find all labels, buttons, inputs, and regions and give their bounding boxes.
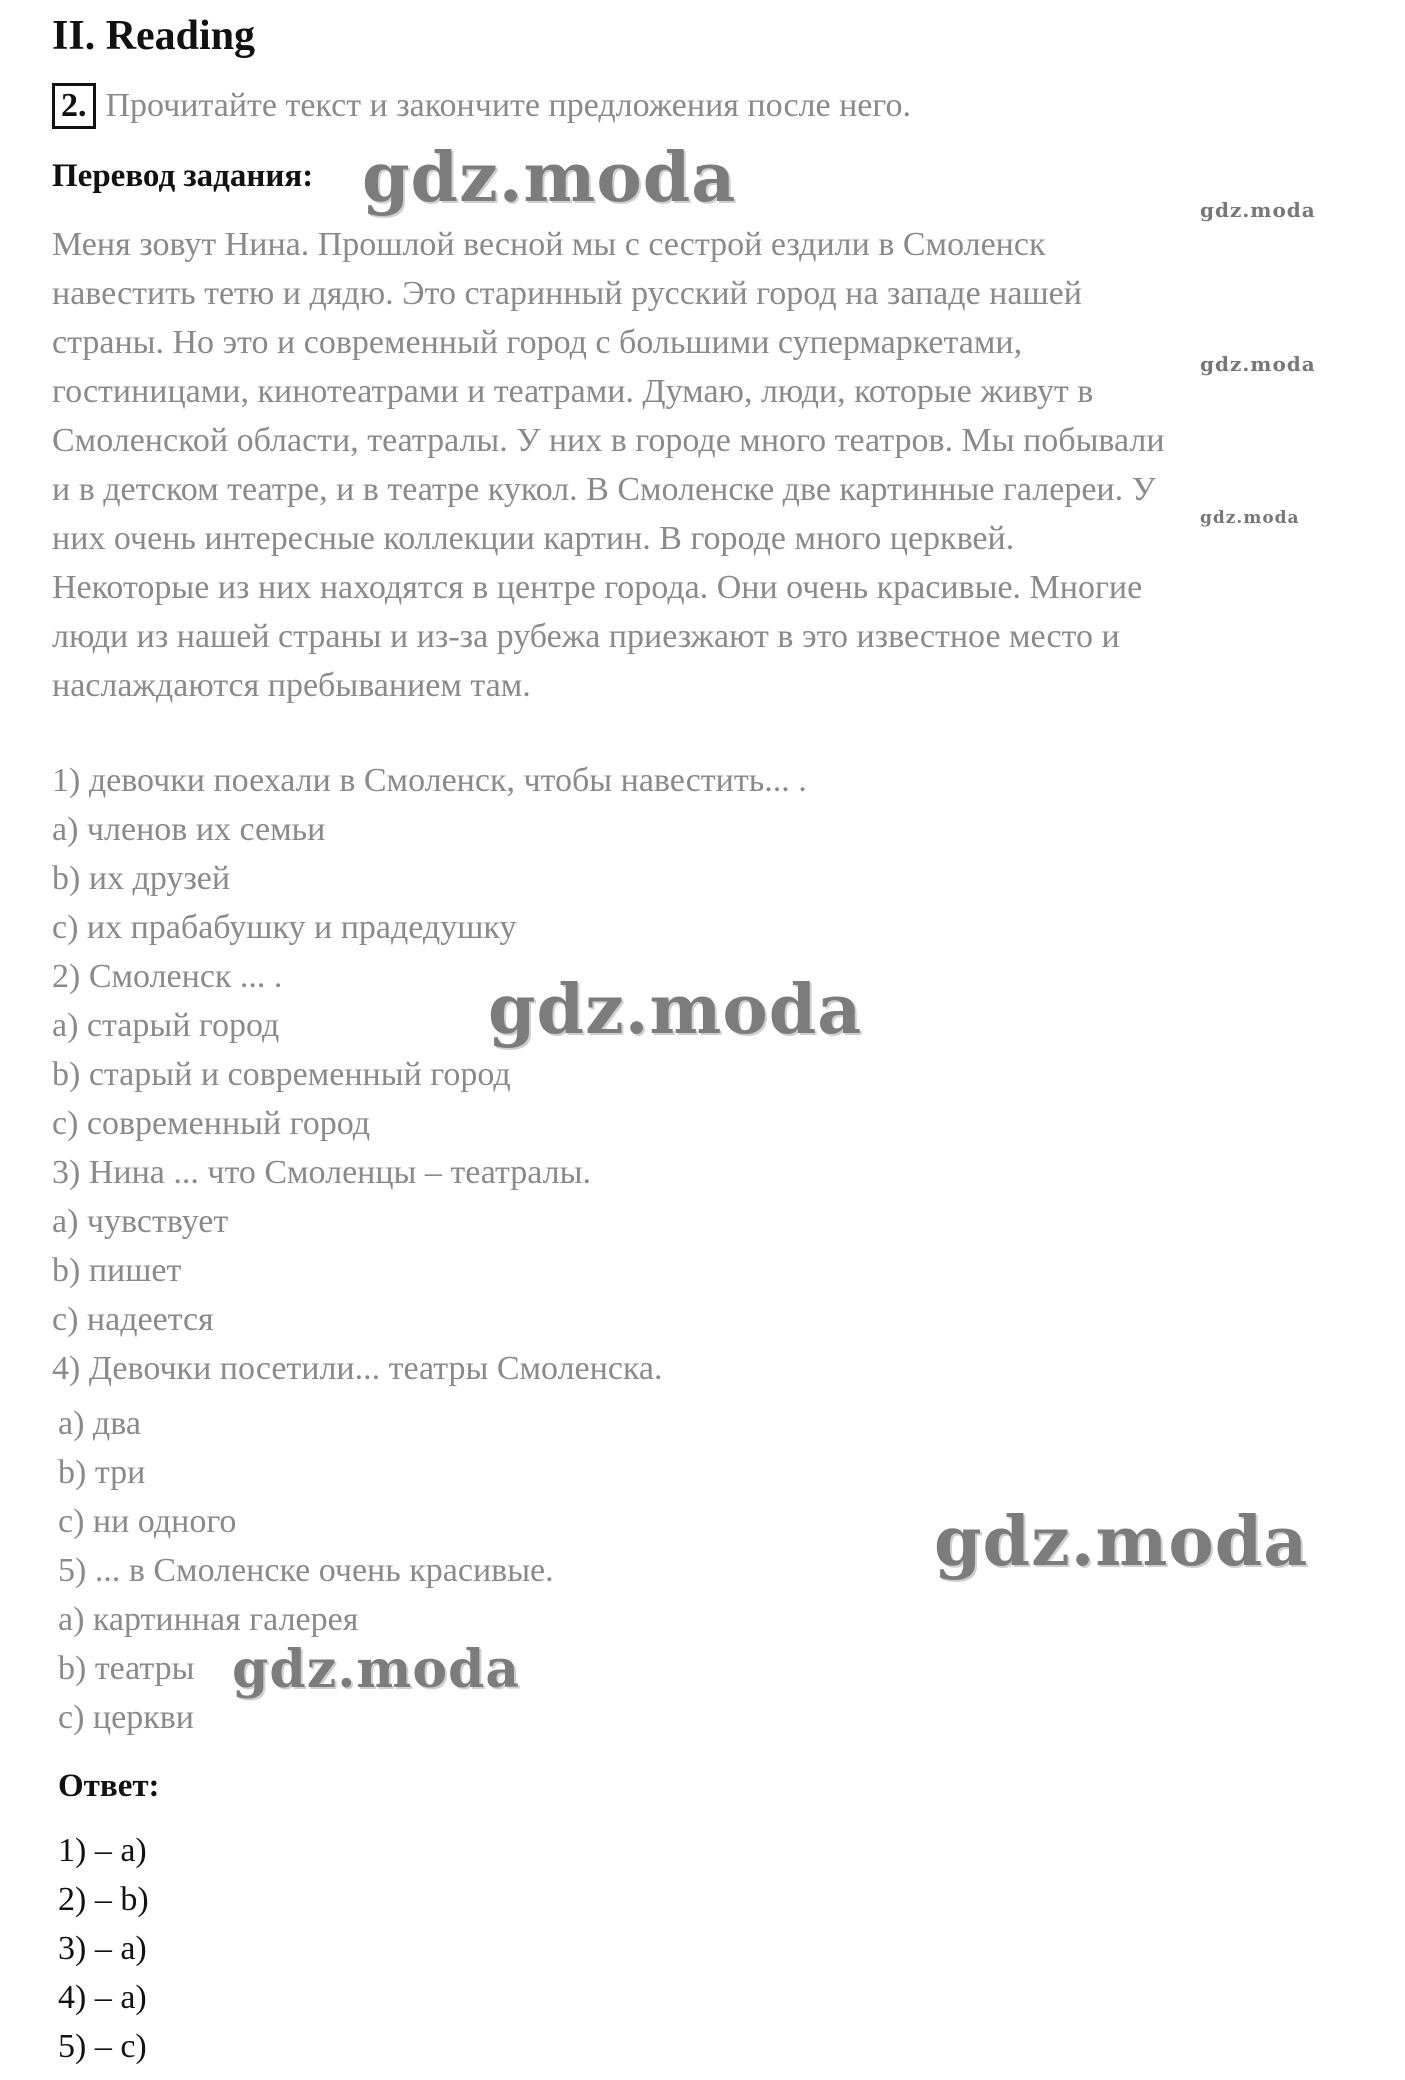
answer-label: Ответ: (58, 1768, 160, 1804)
option-item: c) надеется (52, 1301, 214, 1338)
translation-label: Перевод задания: (52, 158, 314, 194)
watermark: gdz.moda (1200, 508, 1300, 528)
answer-list (58, 1826, 149, 2071)
option-item: b) три (58, 1454, 146, 1491)
watermark: gdz.moda (488, 970, 863, 1050)
question-item: 4) Девочки посетили... театры Смоленска. (52, 1350, 663, 1387)
watermark: gdz.moda (362, 138, 737, 218)
answer-item: 5) – c) (58, 2028, 147, 2065)
passage-line: гостиницами, кинотеатрами и театрами. Думаю, люди, которые живут в (52, 373, 1094, 410)
option-item: a) старый город (52, 1007, 280, 1044)
option-item: c) ни одного (58, 1503, 237, 1540)
question-list (52, 756, 807, 1742)
task-number: 2. (52, 83, 96, 129)
section-title: II. Reading (52, 13, 256, 59)
option-item: b) театры (58, 1650, 195, 1687)
passage-line: них очень интересные коллекции картин. В городе много церквей. (52, 520, 1015, 557)
passage-line: и в детском театре, и в театре кукол. В Смоленске две картинные галереи. У (52, 471, 1156, 508)
answer-item: 4) – a) (58, 1979, 147, 2016)
passage-line: люди из нашей страны и из-за рубежа приезжают в это известное место и (52, 618, 1120, 655)
option-item: a) картинная галерея (58, 1601, 359, 1638)
task-instruction: Прочитайте текст и закончите предложения после него. (105, 87, 911, 124)
option-item: b) пишет (52, 1252, 182, 1289)
watermark: gdz.moda (934, 1502, 1309, 1582)
answer-item: 2) – b) (58, 1881, 149, 1918)
watermark: gdz.moda (1200, 352, 1316, 376)
option-item: a) два (58, 1405, 141, 1442)
question-item: 2) Смоленск ... . (52, 958, 283, 995)
question-item: 3) Нина ... что Смоленцы – театралы. (52, 1154, 591, 1191)
passage-line: страны. Но это и современный город с большими супермаркетами, (52, 324, 1023, 361)
passage-line: Меня зовут Нина. Прошлой весной мы с сестрой ездили в Смоленск (52, 226, 1046, 263)
watermark: gdz.moda (232, 1639, 521, 1700)
passage-line: Некоторые из них находятся в центре города. Они очень красивые. Многие (52, 569, 1143, 606)
option-item: b) старый и современный город (52, 1056, 511, 1093)
watermark: gdz.moda (1200, 198, 1316, 222)
task-line (52, 82, 911, 130)
option-item: b) их друзей (52, 860, 231, 897)
question-item: 1) девочки поехали в Смоленск, чтобы навестить... . (52, 762, 807, 799)
reading-passage (52, 220, 1382, 710)
option-item: c) их прабабушку и прадедушку (52, 909, 517, 946)
answer-item: 3) – a) (58, 1930, 147, 1967)
option-item: a) членов их семьи (52, 811, 326, 848)
option-item: c) церкви (58, 1699, 194, 1736)
passage-line: Смоленской области, театралы. У них в городе много театров. Мы побывали (52, 422, 1165, 459)
answer-item: 1) – a) (58, 1832, 147, 1869)
question-item: 5) ... в Смоленске очень красивые. (58, 1552, 554, 1589)
passage-line: наслаждаются пребыванием там. (52, 667, 531, 704)
option-item: a) чувствует (52, 1203, 229, 1240)
passage-line: навестить тетю и дядю. Это старинный русский город на западе нашей (52, 275, 1082, 312)
option-item: c) современный город (52, 1105, 371, 1142)
